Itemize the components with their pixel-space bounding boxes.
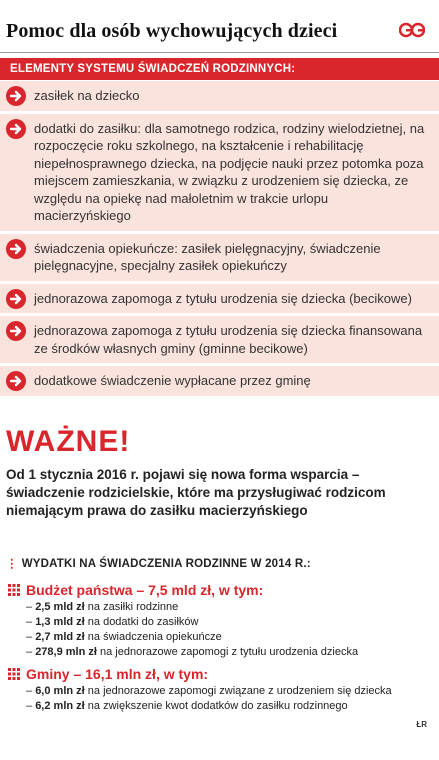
amount: 278,9 mln zł	[35, 646, 97, 658]
expenses-heading	[6, 556, 311, 570]
dots-icon: ⋮	[6, 558, 18, 570]
budget-heading	[8, 582, 263, 598]
grid-dots-icon	[8, 584, 20, 596]
amount-desc: na zwiększenie kwot dodatków do zasiłku rodzinnego	[87, 700, 348, 712]
list-item: – 6,2 mln zł na zwiększenie kwot dodatków do zasiłku rodzinnego	[26, 700, 348, 712]
section-banner: ELEMENTY SYSTEMU ŚWIADCZEŃ RODZINNYCH:	[0, 58, 439, 80]
arrow-right-icon	[6, 119, 26, 139]
gp-logo-icon	[399, 22, 425, 38]
arrow-right-icon	[6, 86, 26, 106]
list-item: – 1,3 mld zł na dodatki do zasiłków	[26, 616, 199, 628]
amount: 2,5 mld zł	[35, 601, 85, 613]
list-item-text: zasiłek na dziecko	[34, 88, 140, 103]
list-item: – 2,5 mld zł na zasiłki rodzinne	[26, 601, 179, 613]
gminy-heading	[8, 666, 208, 682]
list-item-text: jednorazowa zapomoga z tytułu urodzenia się dziecka finansowana ze środków własnych gminy (gminne becikowe)	[34, 323, 423, 356]
elements-list	[0, 81, 439, 399]
list-item	[0, 234, 439, 281]
arrow-right-icon	[6, 321, 26, 341]
budget-heading-text: Budżet państwa – 7,5 mld zł, w tym:	[26, 582, 264, 598]
arrow-right-icon	[6, 289, 26, 309]
amount: 6,0 mln zł	[35, 685, 85, 697]
title-divider	[0, 52, 439, 53]
arrow-right-icon	[6, 371, 26, 391]
list-item: – 2,7 mld zł na świadczenia opiekuńcze	[26, 631, 222, 643]
amount-desc: na dodatki do zasiłków	[87, 616, 199, 628]
gminy-heading-text: Gminy – 16,1 mln zł, w tym:	[26, 666, 209, 682]
list-item-text: jednorazowa zapomoga z tytułu urodzenia się dziecka (becikowe)	[34, 290, 412, 306]
arrow-right-icon	[6, 239, 26, 259]
expenses-heading-text: WYDATKI NA ŚWIADCZENIA RODZINNE W 2014 R.:	[21, 558, 311, 570]
amount: 1,3 mld zł	[35, 616, 85, 628]
page-title: Pomoc dla osób wychowujących dzieci	[6, 20, 338, 42]
grid-dots-icon	[8, 668, 20, 680]
list-item-text: dodatki do zasiłku: dla samotnego rodzica, rodziny wielodzietnej, na rozpoczęcie roku szkolnego, na kształcenie i rehabilitację niepełnosprawnego dziecka, na podjęcie nauki przez potomka poza miejscem zamieszkania, w związku z urodzeniem się dziecka, ze względu na opiekę nad małoletnim w trakcie urlopu macierzyńskiego	[34, 120, 425, 223]
list-item	[0, 114, 439, 231]
amount: 2,7 mld zł	[35, 631, 85, 643]
list-item-text: świadczenia opiekuńcze: zasiłek pielęgnacyjny, świadczenie pielęgnacyjne, specjalny zasiłek opiekuńczy	[34, 240, 381, 273]
amount-desc: na zasiłki rodzinne	[87, 601, 179, 613]
amount: 6,2 mln zł	[35, 700, 85, 712]
list-item	[0, 316, 439, 363]
intro-paragraph: Od 1 stycznia 2016 r. pojawi się nowa forma wsparcia – świadczenie rodzicielskie, które ma przysługiwać rodzicom niemającym prawa do zasiłku macierzyńskiego	[6, 467, 386, 518]
author-credit: ŁR	[416, 720, 427, 729]
list-item	[0, 284, 439, 314]
list-item	[0, 366, 439, 396]
amount-desc: na świadczenia opiekuńcze	[87, 631, 222, 643]
important-heading: WAŻNE!	[6, 425, 131, 458]
list-item	[0, 81, 439, 111]
list-item: – 278,9 mln zł na jednorazowe zapomogi z tytułu urodzenia dziecka	[26, 646, 359, 658]
list-item: – 6,0 mln zł na jednorazowe zapomogi związane z urodzeniem się dziecka	[26, 685, 392, 697]
amount-desc: na jednorazowe zapomogi związane z urodzeniem się dziecka	[87, 685, 392, 697]
amount-desc: na jednorazowe zapomogi z tytułu urodzenia dziecka	[100, 646, 359, 658]
list-item-text: dodatkowe świadczenie wypłacane przez gminę	[34, 373, 311, 388]
